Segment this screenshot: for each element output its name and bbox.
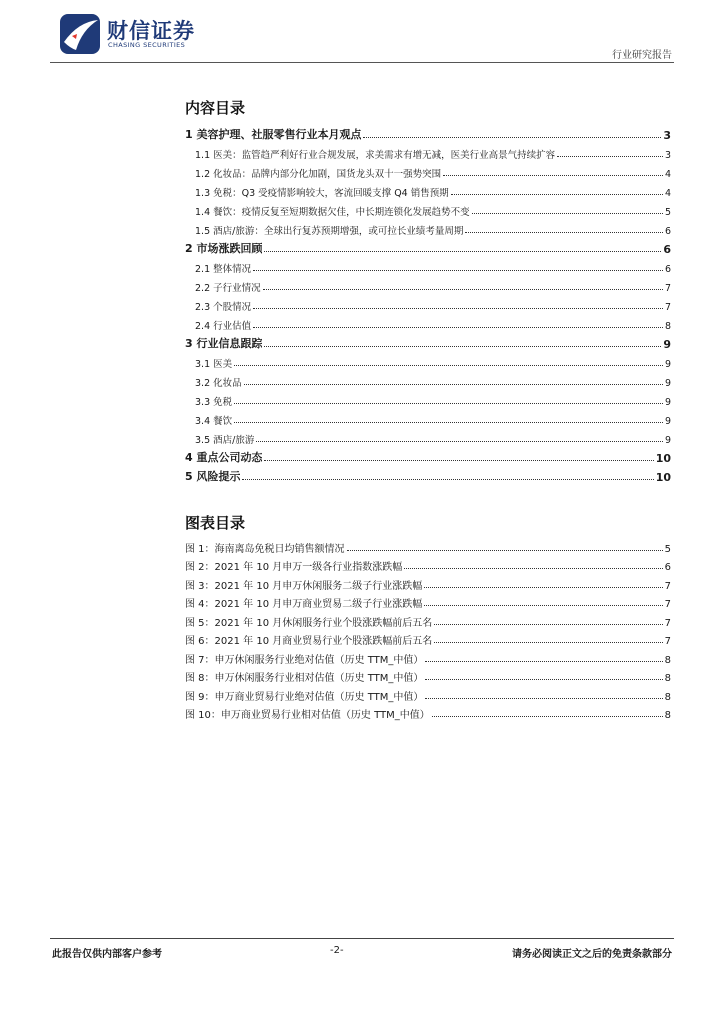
toc-entry-page: 7 xyxy=(664,302,671,313)
figure-entry-page: 7 xyxy=(664,599,671,610)
footer-divider xyxy=(50,938,674,939)
figure-entry[interactable] xyxy=(185,592,671,611)
toc-entry-label: 3.5 酒店/旅游 xyxy=(195,435,255,446)
logo-text-cn: 财信证券 xyxy=(107,19,195,43)
dot-leader xyxy=(264,460,653,461)
dot-leader xyxy=(424,587,662,588)
dot-leader xyxy=(472,213,663,214)
toc-entry-label: 1.3 免税：Q3 受疫情影响较大，客流回暖支撑 Q4 销售预期 xyxy=(195,188,449,199)
toc-entry[interactable] xyxy=(185,313,671,332)
figure-entry-page: 8 xyxy=(664,710,671,721)
dot-leader xyxy=(443,175,663,176)
figure-entry[interactable] xyxy=(185,647,671,666)
figure-entry[interactable] xyxy=(185,666,671,685)
dot-leader xyxy=(425,661,662,662)
dot-leader xyxy=(264,346,661,347)
toc-entry[interactable] xyxy=(185,199,671,218)
dot-leader xyxy=(242,479,653,480)
figure-entry-page: 8 xyxy=(664,673,671,684)
figure-entry-label: 图 3：2021 年 10 月申万休闲服务二级子行业涨跌幅 xyxy=(185,580,423,592)
toc-entry-page: 3 xyxy=(663,129,671,142)
toc-entry[interactable] xyxy=(185,332,671,351)
toc-entry[interactable] xyxy=(185,123,671,142)
toc-entry[interactable] xyxy=(185,427,671,446)
page-number: -2- xyxy=(330,945,344,956)
figure-entry-label: 图 4：2021 年 10 月申万商业贸易二级子行业涨跌幅 xyxy=(185,599,423,610)
toc-entry-page: 4 xyxy=(664,169,671,180)
toc-entry-label: 1.4 餐饮：疫情反复至短期数据欠佳，中长期连锁化发展趋势不变 xyxy=(195,207,470,218)
figure-entry-page: 7 xyxy=(664,617,671,629)
figure-entry-label: 图 7：申万休闲服务行业绝对估值（历史 TTM_中值） xyxy=(185,654,424,666)
dot-leader xyxy=(363,137,661,138)
figure-entry[interactable] xyxy=(185,555,671,574)
toc-entry[interactable] xyxy=(185,180,671,199)
figure-entry-page: 7 xyxy=(664,636,671,647)
toc-entry-label: 5 风险提示 xyxy=(185,470,241,483)
toc-entry[interactable] xyxy=(185,408,671,427)
figure-entry-page: 5 xyxy=(664,543,671,555)
logo-text-en: CHASING SECURITIES xyxy=(108,41,186,49)
toc-entry[interactable] xyxy=(185,161,671,180)
toc-entry-page: 5 xyxy=(664,207,671,218)
toc-entry-label: 1.1 医美：监管趋严利好行业合规发展，求美需求有增无减，医美行业高景气持续扩容 xyxy=(195,150,556,161)
dot-leader xyxy=(253,308,663,309)
figure-entry-label: 图 8：申万休闲服务行业相对估值（历史 TTM_中值） xyxy=(185,673,424,684)
toc-entry[interactable] xyxy=(185,465,671,484)
toc-entry-page: 10 xyxy=(655,452,671,465)
dot-leader xyxy=(253,327,663,328)
dot-leader xyxy=(234,365,663,366)
toc-entry-label: 3.2 化妆品 xyxy=(195,378,242,389)
figure-list xyxy=(185,536,671,721)
dot-leader xyxy=(234,403,663,404)
toc-entry-page: 9 xyxy=(663,338,671,351)
dot-leader xyxy=(244,384,663,385)
toc-entry[interactable] xyxy=(185,389,671,408)
toc-entry[interactable] xyxy=(185,351,671,370)
dot-leader xyxy=(404,568,662,569)
dot-leader xyxy=(425,679,662,680)
toc-entry-page: 9 xyxy=(664,416,671,427)
dot-leader xyxy=(256,441,663,442)
figure-entry-label: 图 2：2021 年 10 月申万一级各行业指数涨跌幅 xyxy=(185,562,403,573)
toc-entry[interactable] xyxy=(185,142,671,161)
company-logo xyxy=(58,12,208,56)
toc-title: 内容目录 xyxy=(185,99,246,117)
table-of-contents xyxy=(185,123,671,484)
toc-entry-page: 7 xyxy=(664,283,671,294)
figure-entry[interactable] xyxy=(185,610,671,629)
figure-entry-label: 图 1：海南离岛免税日均销售额情况 xyxy=(185,543,345,555)
figure-entry-page: 7 xyxy=(664,580,671,592)
toc-entry-label: 1.2 化妆品：品牌内部分化加剧，国货龙头双十一强势突围 xyxy=(195,169,442,180)
toc-entry-label: 1 美容护理、社服零售行业本月观点 xyxy=(185,128,362,141)
dot-leader xyxy=(557,156,663,157)
toc-entry-page: 9 xyxy=(664,397,671,408)
toc-entry-label: 1.5 酒店/旅游：全球出行复苏预期增强，或可拉长业绩考量周期 xyxy=(195,226,464,237)
toc-entry-page: 3 xyxy=(664,150,671,161)
toc-entry-label: 3.3 免税 xyxy=(195,397,233,408)
figure-entry-label: 图 5：2021 年 10 月休闲服务行业个股涨跌幅前后五名 xyxy=(185,617,433,629)
toc-entry-label: 4 重点公司动态 xyxy=(185,451,263,464)
footer-notice: 请务必阅读正文之后的免责条款部分 xyxy=(512,949,672,960)
figure-entry[interactable] xyxy=(185,536,671,555)
figure-entry-page: 8 xyxy=(664,691,671,703)
toc-entry-label: 3.1 医美 xyxy=(195,359,233,370)
dot-leader xyxy=(434,642,662,643)
figure-entry-label: 图 10：申万商业贸易行业相对估值（历史 TTM_中值） xyxy=(185,710,430,721)
toc-entry-page: 6 xyxy=(664,264,671,275)
dot-leader xyxy=(451,194,663,195)
figure-entry[interactable] xyxy=(185,684,671,703)
figure-entry[interactable] xyxy=(185,629,671,648)
toc-entry-label: 2.4 行业估值 xyxy=(195,321,252,332)
toc-entry-label: 2.3 个股情况 xyxy=(195,302,252,313)
toc-entry-page: 9 xyxy=(664,435,671,446)
toc-entry[interactable] xyxy=(185,275,671,294)
toc-entry[interactable] xyxy=(185,218,671,237)
toc-entry-page: 9 xyxy=(664,378,671,389)
dot-leader xyxy=(432,716,663,717)
figure-entry[interactable] xyxy=(185,703,671,722)
header-divider xyxy=(50,62,674,63)
toc-entry[interactable] xyxy=(185,370,671,389)
figure-entry-label: 图 9：申万商业贸易行业绝对估值（历史 TTM_中值） xyxy=(185,691,424,703)
figure-list-title: 图表目录 xyxy=(185,514,246,532)
chasing-logo-icon xyxy=(58,12,102,56)
dot-leader xyxy=(465,232,663,233)
footer-disclaimer: 此报告仅供内部客户参考 xyxy=(52,949,162,960)
toc-entry[interactable] xyxy=(185,294,671,313)
toc-entry[interactable] xyxy=(185,237,671,256)
dot-leader xyxy=(347,550,663,551)
dot-leader xyxy=(434,624,662,625)
report-type: 行业研究报告 xyxy=(612,50,672,61)
dot-leader xyxy=(263,289,663,290)
figure-entry-label: 图 6：2021 年 10 月商业贸易行业个股涨跌幅前后五名 xyxy=(185,636,433,647)
toc-entry-label: 2 市场涨跌回顾 xyxy=(185,242,263,255)
toc-entry-label: 3 行业信息跟踪 xyxy=(185,337,263,350)
toc-entry-label: 2.1 整体情况 xyxy=(195,264,252,275)
figure-entry[interactable] xyxy=(185,573,671,592)
toc-entry[interactable] xyxy=(185,446,671,465)
dot-leader xyxy=(264,251,661,252)
figure-entry-page: 6 xyxy=(664,562,671,573)
dot-leader xyxy=(234,422,663,423)
toc-entry-page: 4 xyxy=(664,188,671,199)
figure-entry-page: 8 xyxy=(664,654,671,666)
toc-entry[interactable] xyxy=(185,256,671,275)
toc-entry-page: 9 xyxy=(664,359,671,370)
dot-leader xyxy=(425,698,662,699)
toc-entry-page: 6 xyxy=(664,226,671,237)
toc-entry-label: 3.4 餐饮 xyxy=(195,416,233,427)
toc-entry-page: 10 xyxy=(655,471,671,484)
toc-entry-label: 2.2 子行业情况 xyxy=(195,283,261,294)
toc-entry-page: 6 xyxy=(663,243,671,256)
dot-leader xyxy=(424,605,662,606)
dot-leader xyxy=(253,270,663,271)
toc-entry-page: 8 xyxy=(664,321,671,332)
